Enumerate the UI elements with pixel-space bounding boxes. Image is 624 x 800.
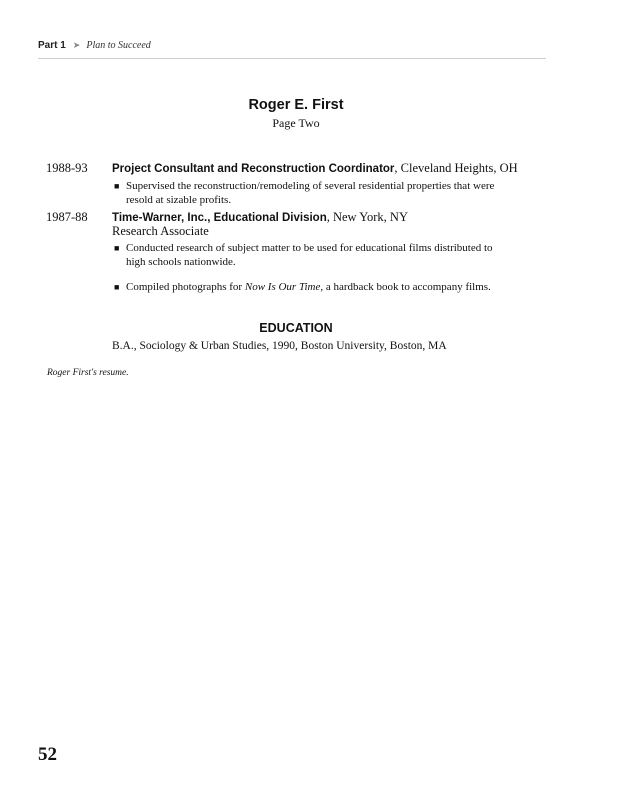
section-title: Plan to Succeed [86,40,151,51]
education-line: B.A., Sociology & Urban Studies, 1990, Boston University, Boston, MA [112,340,447,352]
entry-location: , Cleveland Heights, OH [394,161,518,175]
bullet-icon: ■ [114,282,120,292]
bullet-item [112,179,544,207]
bullet-line: Supervised the reconstruction/remodeling of several residential properties that were [126,180,495,192]
bullet-line: Conducted research of subject matter to be used for educational films distributed to [126,242,493,254]
bullet-line: high schools nationwide. [126,256,236,268]
figure-caption: Roger First's resume. [47,368,129,378]
entry-location: , New York, NY [326,210,408,224]
entry-years: 1987-88 [46,210,88,224]
entry-heading [112,161,518,176]
entry-heading [112,210,408,225]
bullet-icon: ■ [114,243,120,253]
book-title: Now Is Our Time [244,281,321,293]
bullet-text: , a hardback book to accompany films. [320,281,491,293]
bullet-line: resold at sizable profits. [126,194,232,206]
arrow-right-icon: ➤ [72,41,81,51]
education-heading: EDUCATION [259,321,333,335]
bullet-item [112,241,544,269]
page-number: 52 [38,744,57,765]
bullet-item [112,280,544,294]
resume-name: Roger E. First [248,97,344,113]
resume-page-label: Page Two [272,116,320,130]
bullet-icon: ■ [114,181,120,191]
entry-years: 1988-93 [46,161,88,175]
entry-title: Time-Warner, Inc., Educational Division [112,212,327,224]
entry-role: Research Associate [112,224,209,238]
entry-title: Project Consultant and Reconstruction Coordinator [112,163,395,175]
running-header [38,40,546,59]
bullet-text: Compiled photographs for [126,281,245,293]
part-label: Part 1 [38,40,66,51]
bullet-line [126,280,544,294]
